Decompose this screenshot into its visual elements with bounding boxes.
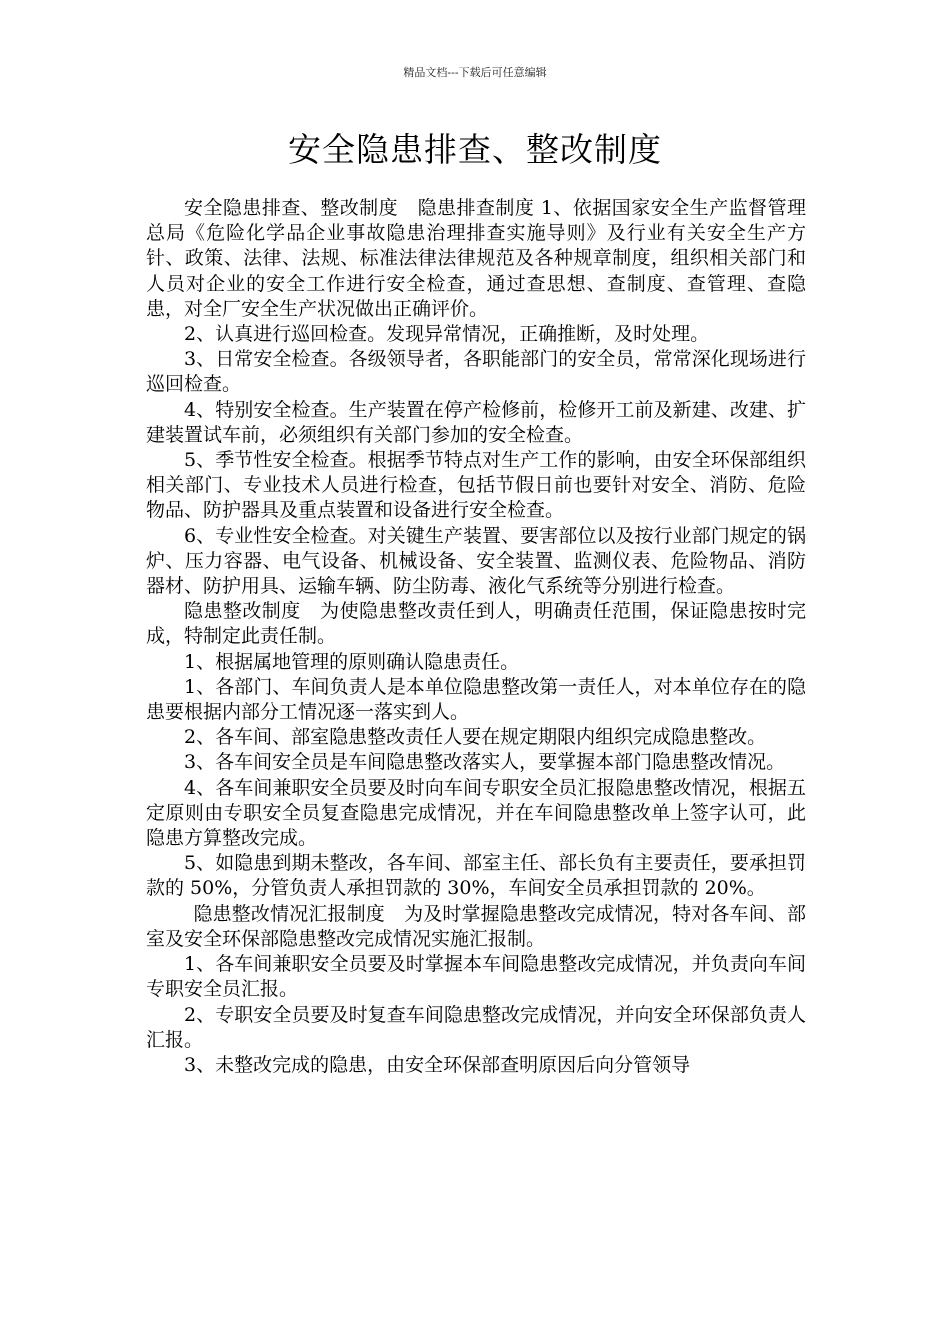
paragraph-first-responsible: 1、各部门、车间负责人是本单位隐患整改第一责任人，对本单位存在的隐患要根据内部分工情况逐一落实到人。 bbox=[146, 675, 806, 724]
paragraph-report-full-time: 2、专职安全员要及时复查车间隐患整改完成情况，并向安全环保部负责人汇报。 bbox=[146, 1003, 806, 1051]
paragraph-safety-officer: 3、各车间安全员是车间隐患整改落实人，要掌握本部门隐患整改情况。 bbox=[184, 751, 786, 774]
paragraph-professional-inspection: 6、专业性安全检查。对关键生产装置、要害部位以及按行业部门规定的锅炉、压力容器、电气设备、机械设备、安全装置、监测仪表、危险物品、消防器材、防护用具、运输车辆、防尘防毒、液化气系统等分别进行检查。 bbox=[146, 524, 806, 598]
document-title: 安全隐患排查、整改制度 bbox=[288, 130, 662, 169]
paragraph-rectification-intro: 隐患整改制度 为使隐患整改责任到人，明确责任范围，保证隐患按时完成，特制定此责任制。 bbox=[146, 600, 806, 648]
paragraph-daily-inspection: 3、日常安全检查。各级领导者，各职能部门的安全员，常常深化现场进行巡回检查。 bbox=[146, 348, 806, 396]
paragraph-patrol-inspection: 2、认真进行巡回检查。发现异常情况，正确推断，及时处理。 bbox=[184, 323, 710, 346]
paragraph-unfinished-hazard: 3、未整改完成的隐患，由安全环保部查明原因后向分管领导 bbox=[184, 1053, 691, 1076]
document-body bbox=[146, 196, 806, 1078]
paragraph-hazard-inspection-intro: 安全隐患排查、整改制度 隐患排查制度 1、依据国家安全生产监督管理总局《危险化学品企业事故隐患治理排查实施导则》及行业有关安全生产方针、政策、法律、法规、标准法律法律规范及各种规章制度，组织相关部门和人员对企业的安全工作进行安全检查，通过查思想、查制度、查管理、查隐患，对全厂安全生产状况做出正确评价。 bbox=[146, 197, 806, 320]
paragraph-seasonal-inspection: 5、季节性安全检查。根据季节特点对生产工作的影响，由安全环保部组织相关部门、专业技术人员进行检查，包括节假日前也要针对安全、消防、危险物品、防护器具及重点装置和设备进行安全检查。 bbox=[146, 449, 806, 522]
paragraph-reporting-review: 4、各车间兼职安全员要及时向车间专职安全员汇报隐患整改情况，根据五定原则由专职安全员复查隐患完成情况，并在车间隐患整改单上签字认可，此隐患方算整改完成。 bbox=[146, 776, 806, 850]
paragraph-penalty: 5、如隐患到期未整改，各车间、部室主任、部长负有主要责任，要承担罚款的 50%，分管负责人承担罚款的 30%，车间安全员承担罚款的 20%。 bbox=[146, 852, 806, 900]
paragraph-report-system-intro: 隐患整改情况汇报制度 为及时掌握隐患整改完成情况，特对各车间、部室及安全环保部隐患整改完成情况实施汇报制。 bbox=[146, 902, 806, 950]
paragraph-special-inspection: 4、特别安全检查。生产装置在停产检修前，检修开工前及新建、改建、扩建装置试车前，必须组织有关部门参加的安全检查。 bbox=[146, 398, 806, 446]
paragraph-deadline-rectification: 2、各车间、部室隐患整改责任人要在规定期限内组织完成隐患整改。 bbox=[184, 726, 767, 749]
paragraph-report-part-time: 1、各车间兼职安全员要及时掌握本车间隐患整改完成情况，并负责向车间专职安全员汇报。 bbox=[146, 953, 806, 1001]
paragraph-territorial-management: 1、根据属地管理的原则确认隐患责任。 bbox=[184, 650, 520, 673]
header-note: 精品文档---下载后可任意编辑 bbox=[403, 66, 547, 79]
